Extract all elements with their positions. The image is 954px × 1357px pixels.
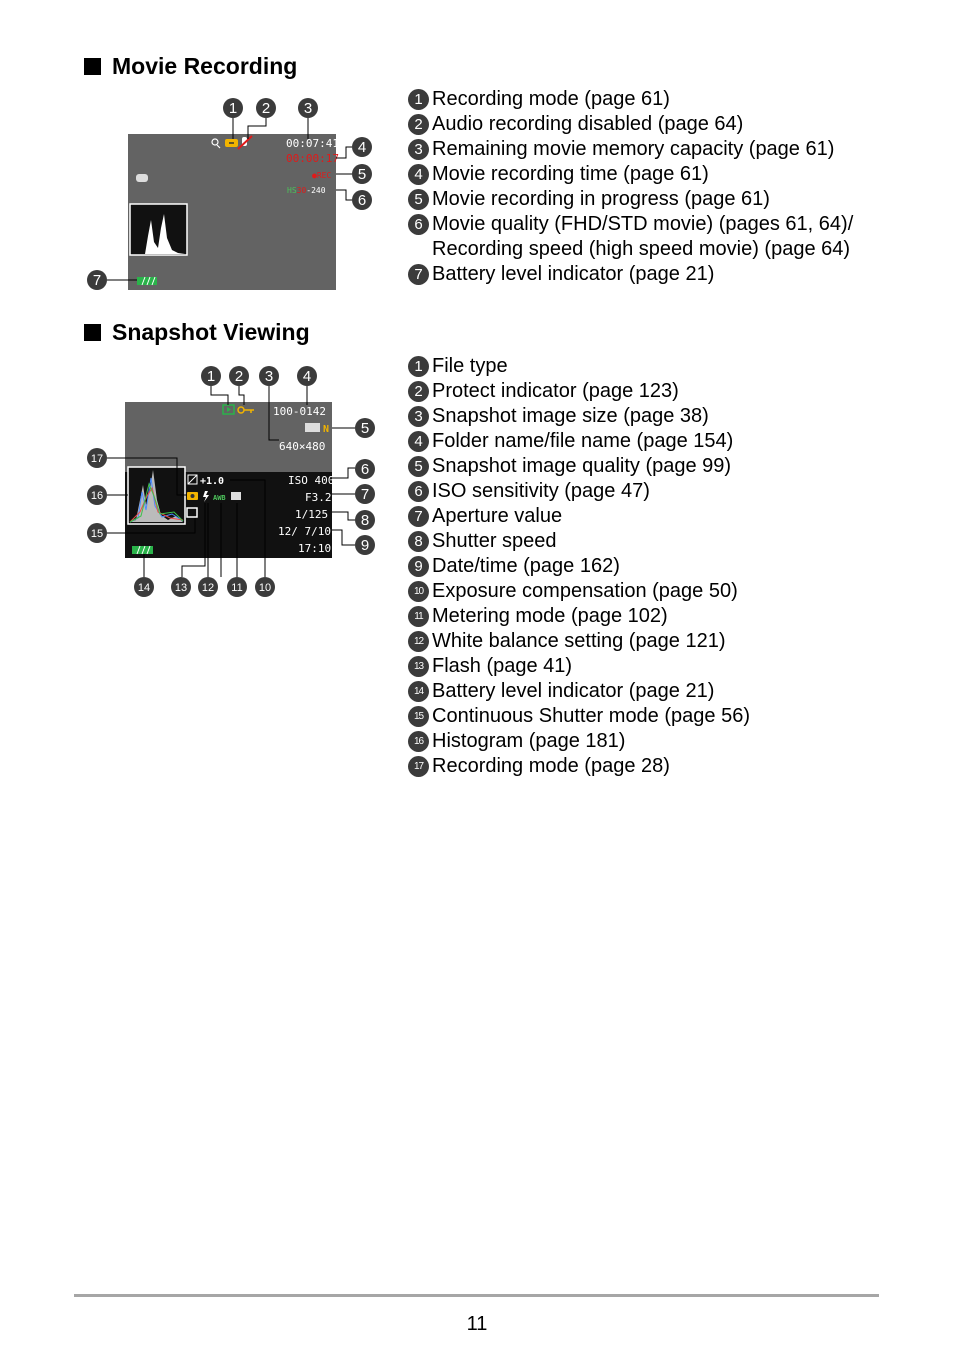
- recording-time-text: 00:00:17: [286, 152, 339, 165]
- legend-text: File type: [432, 355, 508, 377]
- callout-number: 2: [408, 381, 429, 402]
- quality-text: N: [323, 424, 330, 435]
- callout-number: 5: [408, 189, 429, 210]
- time-text: 17:10: [298, 542, 332, 555]
- speed-prefix: HS: [287, 186, 297, 195]
- footer-rule: [74, 1294, 879, 1297]
- file-name-text: 100-0142: [273, 405, 326, 418]
- callout-label: 3: [264, 368, 274, 385]
- callout-label: 10: [258, 582, 272, 594]
- callout-number: 1: [408, 356, 429, 377]
- callout-number: 1: [408, 89, 429, 110]
- callout-label: 5: [357, 166, 367, 183]
- legend-text: Metering mode (page 102): [432, 605, 668, 627]
- shutter-speed-text: 1/125: [295, 508, 329, 521]
- legend-text: Movie quality (FHD/STD movie) (pages 61, 64)/: [432, 213, 854, 235]
- legend-text: Movie recording in progress (page 61): [432, 188, 770, 210]
- callout-label: 13: [174, 582, 188, 594]
- callout-number: 12: [408, 631, 429, 652]
- legend-text: Recording mode (page 61): [432, 88, 670, 110]
- legend-text: Shutter speed: [432, 530, 557, 552]
- callout-label: 12: [201, 582, 215, 594]
- callout-label: 8: [360, 512, 370, 529]
- callout-label: 17: [90, 453, 104, 465]
- callout-number: 7: [408, 506, 429, 527]
- callout-number: 15: [408, 706, 429, 727]
- legend-text: Histogram (page 181): [432, 730, 626, 752]
- legend-text: Flash (page 41): [432, 655, 573, 677]
- callout-number: 9: [408, 556, 429, 577]
- callout-label: 3: [303, 100, 313, 117]
- date-text: 12/ 7/10: [278, 525, 331, 538]
- legend-text: Date/time (page 162): [432, 555, 620, 577]
- legend-text: Battery level indicator (page 21): [432, 263, 715, 285]
- legend-text: Recording mode (page 28): [432, 755, 670, 777]
- aperture-text: F3.2: [305, 491, 332, 504]
- ev-text: +1.0: [200, 476, 225, 487]
- legend-text: Battery level indicator (page 21): [432, 680, 715, 702]
- page-number: 11: [466, 1313, 488, 1335]
- callout-label: 16: [90, 490, 104, 502]
- legend-text: Snapshot image quality (page 99): [432, 455, 732, 477]
- callout-label: 4: [357, 139, 367, 156]
- callout-number: 4: [408, 164, 429, 185]
- legend-text: Remaining movie memory capacity (page 61): [432, 138, 835, 160]
- callout-number: 5: [408, 456, 429, 477]
- metering-icon: [231, 492, 241, 500]
- callout-number: 6: [408, 214, 429, 235]
- legend-text: Aperture value: [432, 505, 563, 527]
- callout-number: 14: [408, 681, 429, 702]
- camera-mode-icon: [187, 492, 198, 500]
- callout-number: 7: [408, 264, 429, 285]
- legend-text: Audio recording disabled (page 64): [432, 113, 744, 135]
- legend-text: White balance setting (page 121): [432, 630, 726, 652]
- speed-suffix: -240: [306, 186, 326, 195]
- legend-text: Continuous Shutter mode (page 56): [432, 705, 750, 727]
- callout-label: 7: [92, 272, 102, 289]
- battery-icon: [132, 546, 153, 554]
- callout-number: 8: [408, 531, 429, 552]
- legend-text: Protect indicator (page 123): [432, 380, 679, 402]
- callout-number: 6: [408, 481, 429, 502]
- callout-label: 11: [231, 582, 243, 594]
- legend-text: Snapshot image size (page 38): [432, 405, 709, 427]
- callout-number: 3: [408, 139, 429, 160]
- white-balance-awb-text: AWB: [213, 494, 226, 502]
- rec-indicator-text: ●REC: [312, 171, 332, 180]
- callout-number: 4: [408, 431, 429, 452]
- legend-text: ISO sensitivity (page 47): [432, 480, 650, 502]
- callout-number: 13: [408, 656, 429, 677]
- callout-number: 2: [408, 114, 429, 135]
- callout-label: 6: [357, 192, 367, 209]
- legend-text: Exposure compensation (page 50): [432, 580, 738, 602]
- callout-number: 10: [408, 581, 429, 602]
- heading-text: Snapshot Viewing: [112, 319, 310, 345]
- callout-number: 16: [408, 731, 429, 752]
- speed-red: 30: [296, 186, 307, 195]
- callout-label: 9: [360, 537, 370, 554]
- callout-label: 14: [137, 582, 151, 594]
- iso-text: ISO 400: [288, 474, 335, 487]
- callout-label: 7: [360, 486, 370, 503]
- legend-text: Movie recording time (page 61): [432, 163, 709, 185]
- legend-text: Folder name/file name (page 154): [432, 430, 734, 452]
- callout-label: 6: [360, 461, 370, 478]
- callout-label: 5: [360, 420, 370, 437]
- callout-label: 1: [206, 368, 216, 385]
- callout-label: 15: [90, 528, 104, 540]
- heading-text: Movie Recording: [112, 53, 298, 79]
- remaining-capacity-text: 00:07:41: [286, 137, 339, 150]
- callout-number: 17: [408, 756, 429, 777]
- legend-text: Recording speed (high speed movie) (page 64): [432, 238, 851, 260]
- callout-number: 11: [408, 606, 429, 627]
- callout-label: 2: [261, 100, 271, 117]
- callout-label: 4: [302, 368, 312, 385]
- callout-label: 1: [228, 100, 238, 117]
- image-size-text: 640×480: [279, 440, 326, 453]
- callout-number: 3: [408, 406, 429, 427]
- callout-label: 2: [234, 368, 244, 385]
